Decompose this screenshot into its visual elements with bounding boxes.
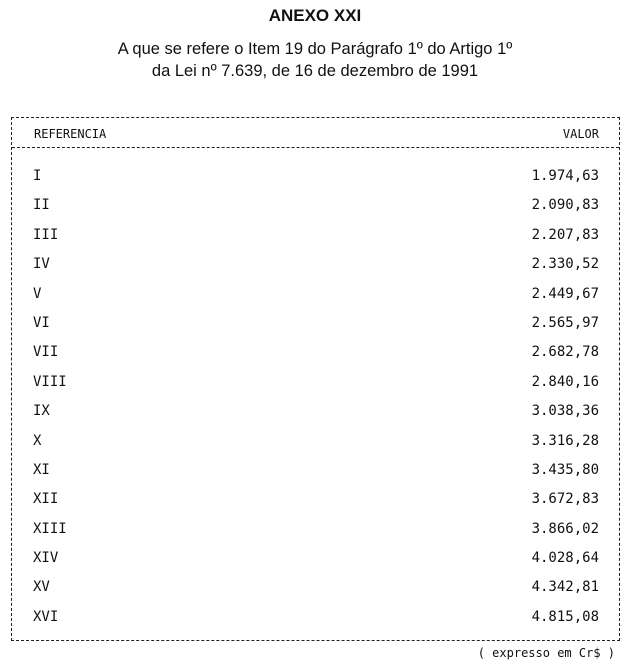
row-reference: XIII: [33, 520, 67, 537]
row-value: 4.815,08: [531, 608, 599, 625]
row-reference: XI: [33, 461, 50, 478]
header-divider: [12, 147, 619, 148]
row-reference: IV: [33, 256, 50, 273]
row-value: 3.866,02: [531, 520, 599, 537]
subtitle-line-2: da Lei nº 7.639, de 16 de dezembro de 1991: [151, 62, 479, 80]
table-row: [12, 458, 619, 487]
table-body: [12, 164, 619, 634]
row-value: 2.449,67: [531, 285, 599, 302]
table-row: [12, 252, 619, 281]
row-reference: XV: [33, 579, 50, 596]
row-reference: XVI: [33, 608, 59, 625]
row-value: 3.316,28: [531, 432, 599, 449]
column-header-reference: REFERENCIA: [34, 127, 107, 141]
table-row: [12, 575, 619, 604]
row-reference: II: [33, 197, 50, 214]
row-value: 4.028,64: [531, 550, 599, 567]
row-value: 3.672,83: [531, 491, 599, 508]
table-row: [12, 487, 619, 516]
row-value: 2.682,78: [531, 344, 599, 361]
row-value: 4.342,81: [531, 579, 599, 596]
row-reference: VIII: [33, 373, 67, 390]
document-title: ANEXO XXI: [268, 6, 362, 25]
row-value: 2.565,97: [531, 314, 599, 331]
row-reference: VI: [33, 314, 50, 331]
table-row: [12, 546, 619, 575]
table-row: [12, 517, 619, 546]
row-reference: X: [33, 432, 42, 449]
table-row: [12, 223, 619, 252]
row-value: 1.974,63: [531, 168, 599, 184]
table-row: [12, 605, 619, 634]
row-reference: V: [33, 285, 42, 302]
table-row: [12, 399, 619, 428]
table-row: [12, 370, 619, 399]
row-reference: XII: [33, 491, 59, 508]
table-row: [12, 282, 619, 311]
row-value: 2.090,83: [531, 197, 599, 214]
table-row: [12, 340, 619, 369]
row-value: 3.038,36: [531, 403, 599, 420]
row-reference: III: [33, 226, 59, 243]
row-reference: IX: [33, 403, 50, 420]
table-row: [12, 164, 619, 193]
table-row: [12, 193, 619, 222]
row-value: 2.207,83: [531, 226, 599, 243]
row-reference: XIV: [33, 550, 59, 567]
row-value: 2.840,16: [531, 373, 599, 390]
row-reference: I: [33, 168, 42, 184]
table-row: [12, 311, 619, 340]
table-row: [12, 429, 619, 458]
row-value: 3.435,80: [531, 461, 599, 478]
table-header: [12, 122, 619, 144]
row-value: 2.330,52: [531, 256, 599, 273]
subtitle-line-1: A que se refere o Item 19 do Parágrafo 1º do Artigo 1º: [117, 40, 513, 58]
row-reference: VII: [33, 344, 59, 361]
column-header-value: VALOR: [562, 127, 599, 141]
currency-note: ( expresso em Cr$ ): [477, 646, 615, 660]
document-subtitle: [0, 38, 630, 82]
